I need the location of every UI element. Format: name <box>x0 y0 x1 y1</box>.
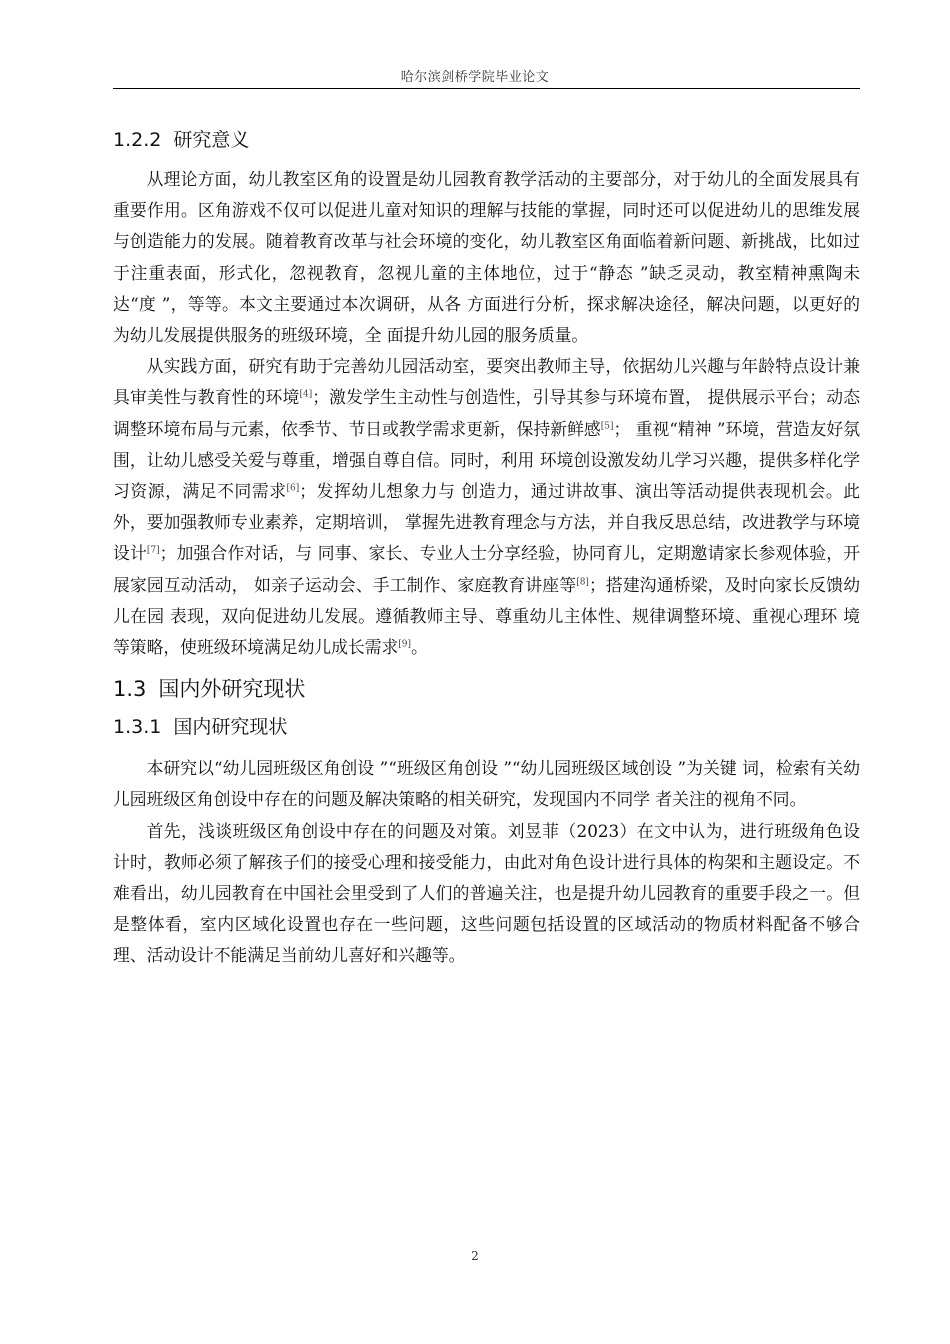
text-run: ； 重视“精神 ”环境，营造友好氛围，让幼儿感受关爱与尊重，增强自尊自信。同时，利用 环境创设激发幼儿学习兴趣，提供多样化学习资源，满足不同需求 <box>113 418 860 502</box>
text-run: ；搭建沟通桥梁，及时向家长反馈幼儿在园 表现，双向促进幼儿发展。遵循教师主导、尊重幼儿主体性、规律调整环境、重视心理环 境等策略，使班级环境满足幼儿成长需求 <box>113 574 860 658</box>
section-heading-1-2-2 <box>113 124 860 156</box>
paragraph-practice <box>113 351 860 663</box>
citation-ref: [9] <box>398 639 412 650</box>
paragraph-domestic-intro: 本研究以“幼儿园班级区角创设 ”“班级区角创设 ”“幼儿园班级区域创设 ”为关键 词，检索有关幼儿园班级区角创设中存在的问题及解决策略的相关研究，发现国内不同学 者关注的视角不同。 <box>113 758 860 810</box>
section-number: 1.3.1 <box>113 716 162 739</box>
section-number: 1.3 <box>113 677 147 702</box>
page-number: 2 <box>471 1249 479 1263</box>
paragraph-theory: 从理论方面，幼儿教室区角的设置是幼儿园教育教学活动的主要部分，对于幼儿的全面发展具有重要作用。区角游戏不仅可以促进儿童对知识的理解与技能的掌握，同时还可以促进幼儿的思维发展与创造能力的发展。随着教育改革与社会环境的变化，幼儿教室区角面临着新问题、新挑战，比如过于注重表面，形式化，忽视教育，忽视儿童的主体地位，过于“静态 ”缺乏灵动，教室精神熏陶未达“度 ”，等等。本文主要通过本次调研，从各 方面进行分析，探求解决途径，解决问题，以更好的为幼儿发展提供服务的班级环境，全 面提升幼儿园的服务质量。 <box>113 169 860 346</box>
text-run: 。 <box>411 637 428 658</box>
section-title: 研究意义 <box>173 129 250 151</box>
section-title: 国内研究现状 <box>173 716 288 739</box>
citation-ref: [4] <box>299 389 313 400</box>
citation-ref: [5] <box>600 421 614 432</box>
header-rule <box>113 88 860 89</box>
citation-ref: [6] <box>286 483 300 494</box>
section-heading-1-3 <box>113 671 860 707</box>
section-number: 1.2.2 <box>113 129 162 151</box>
paragraph-domestic-first: 首先，浅谈班级区角创设中存在的问题及对策。刘昱菲（2023）在文中认为，进行班级角色设计时，教师必须了解孩子们的接受心理和接受能力，由此对角色设计进行具体的构架和主题设定。不难看出，幼儿园教育在中国社会里受到了人们的普遍关注，也是提升幼儿园教育的重要手段之一。但是整体看，室内区域化设置也存在一些问题，这些问题包括设置的区域活动的物质材料配备不够合理、活动设计不能满足当前幼儿喜好和兴趣等。 <box>113 820 860 966</box>
section-title: 国内外研究现状 <box>158 677 306 702</box>
text-run: 从实践方面，研究有助于完善幼儿园活动室，要突出教师主导，依据幼儿兴趣与年龄特点设计兼具审美性与教育性的环境 <box>113 356 860 408</box>
citation-ref: [8] <box>576 577 589 588</box>
section-heading-1-3-1 <box>113 711 860 743</box>
running-header: 哈尔滨剑桥学院毕业论文 <box>400 70 550 85</box>
text-run: ；激发学生主动性与创造性，引导其参与环境布置， 提供展示平台；动态调整环境布局与元素，依季节、节日或教学需求更新，保持新鲜感 <box>113 387 860 439</box>
text-run: ；加强合作对话，与 同事、家长、专业人士分享经验，协同育儿，定期邀请家长参观体验，开展家园互动活动， 如亲子运动会、手工制作、家庭教育讲座等 <box>113 543 860 595</box>
text-run: ；发挥幼儿想象力与 创造力，通过讲故事、演出等活动提供表现机会。此外，要加强教师专业素养，定期培训， 掌握先进教育理念与方法，并自我反思总结，改进教学与环境设计 <box>113 481 860 564</box>
page-body <box>113 124 860 972</box>
citation-ref: [7] <box>146 545 160 556</box>
